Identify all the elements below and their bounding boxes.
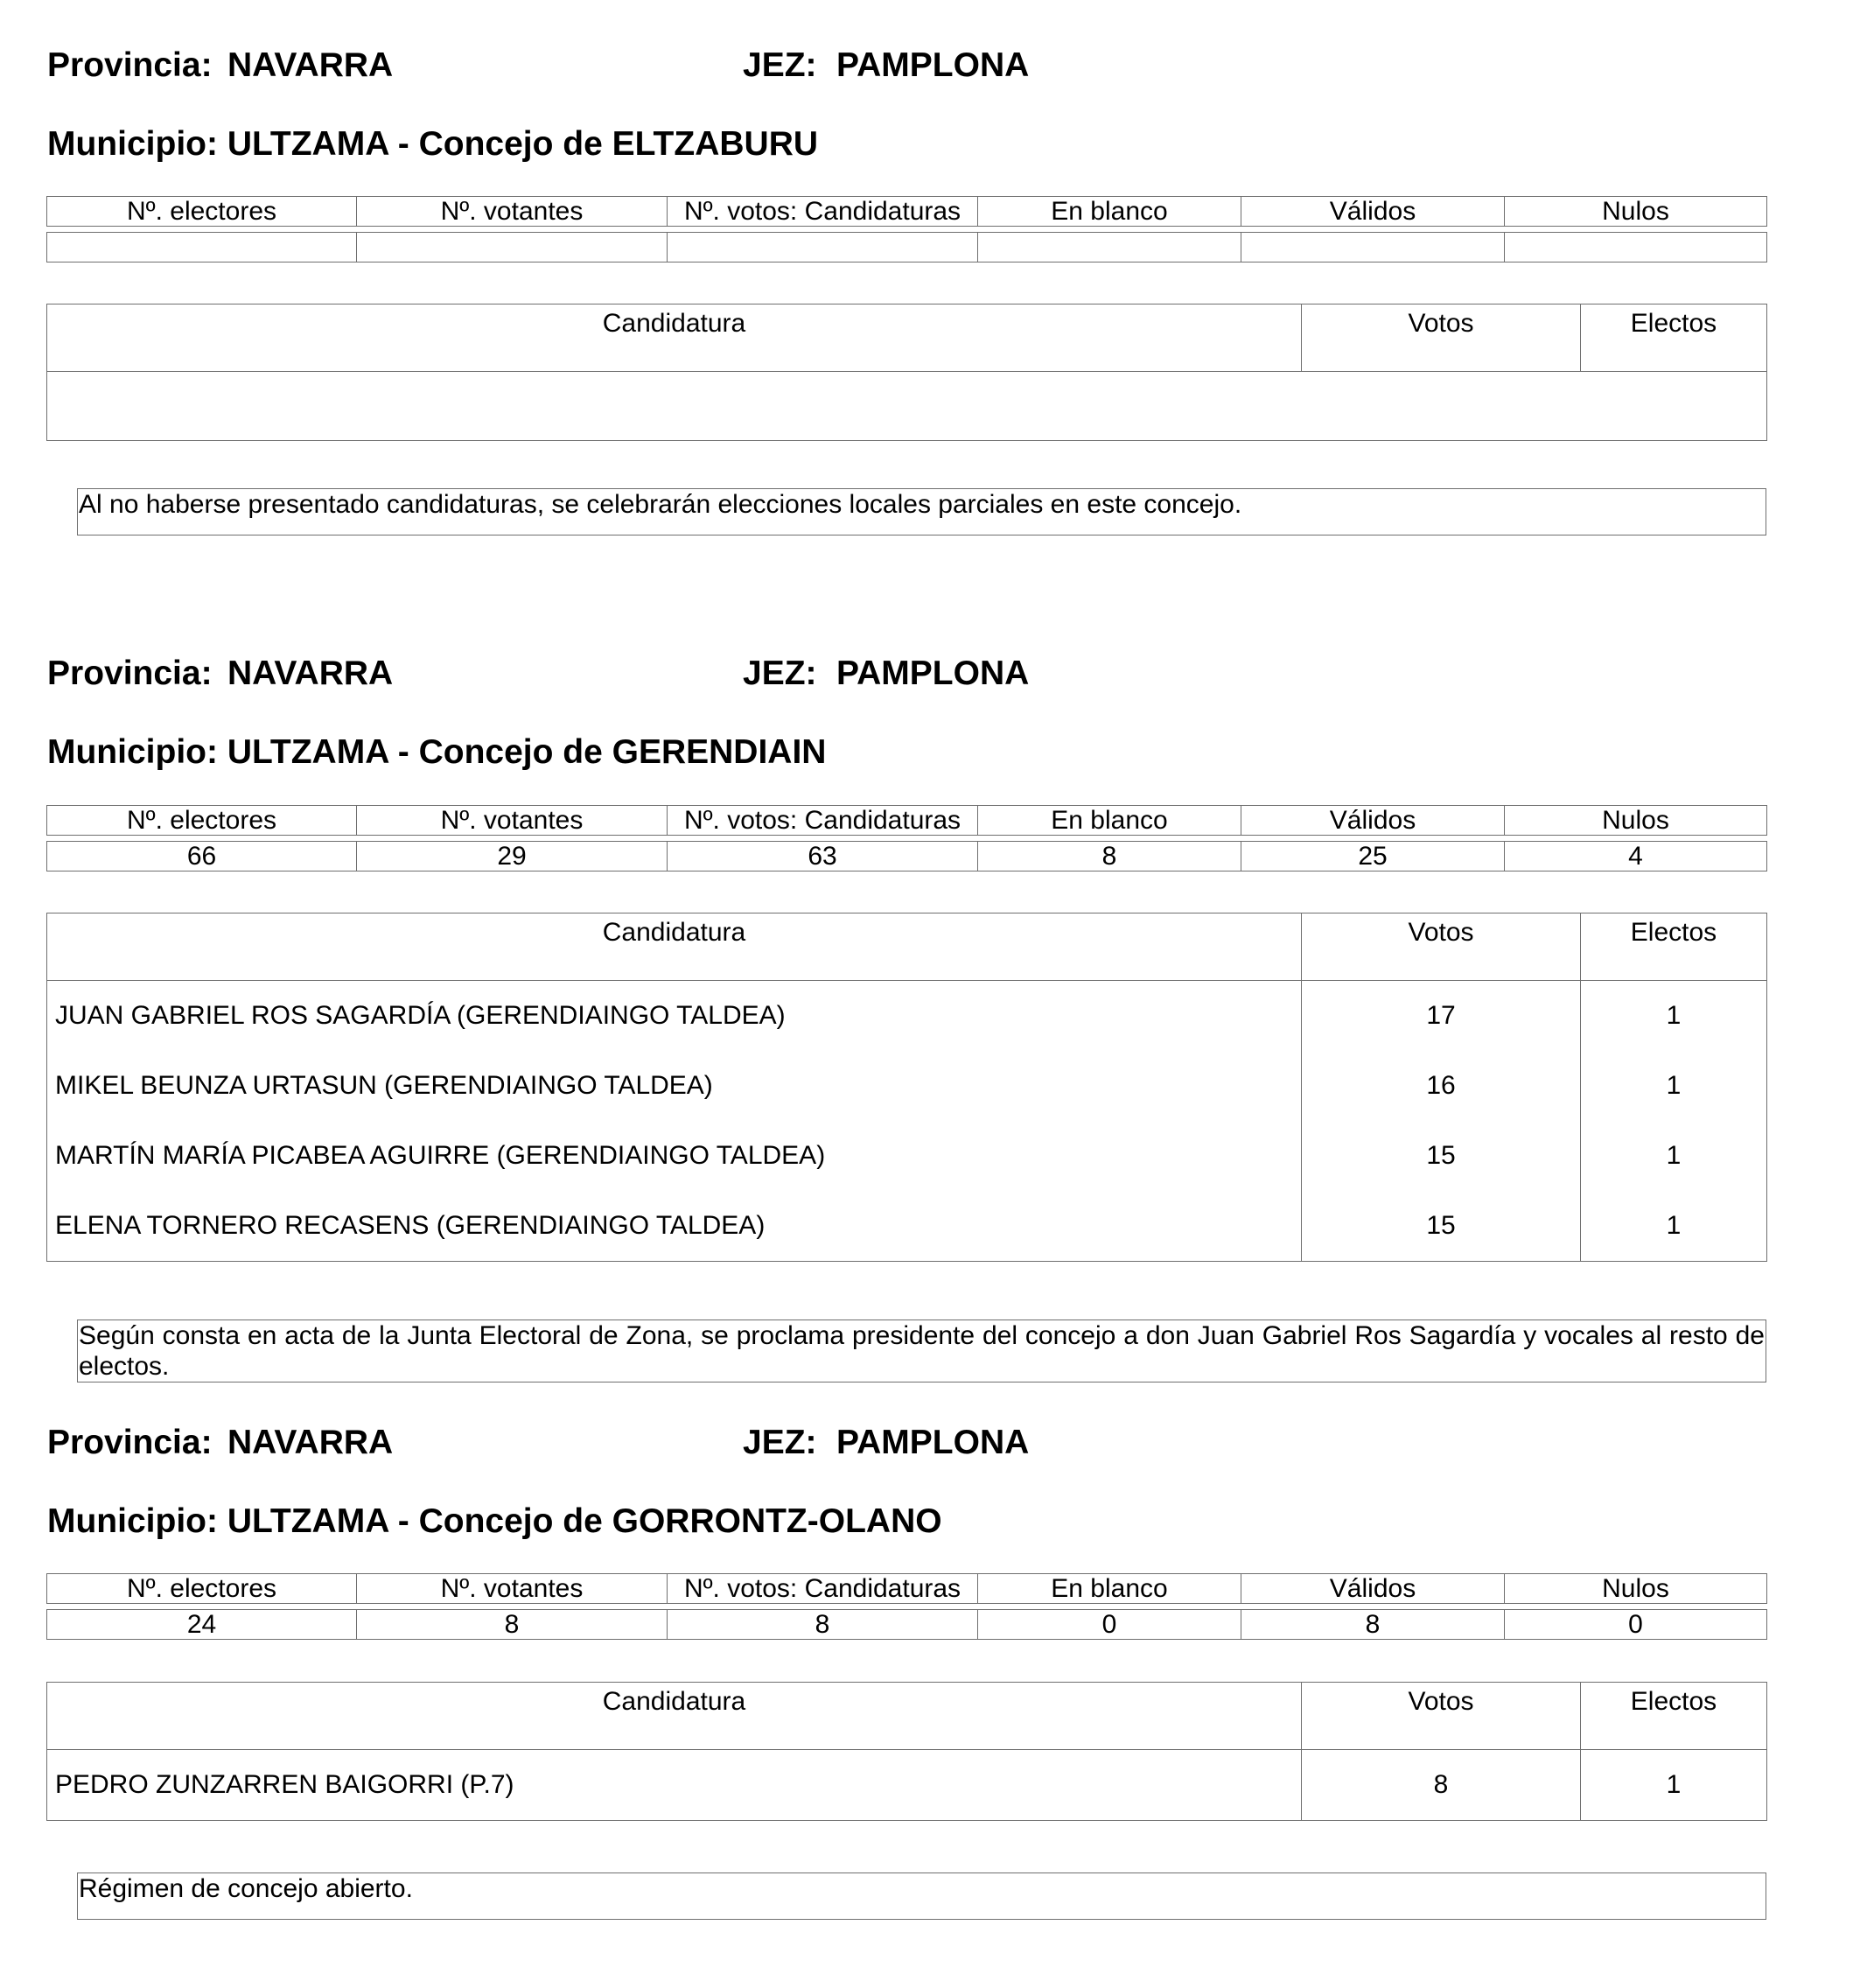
header-en-blanco: En blanco [978,1574,1241,1604]
candidate-name: JUAN GABRIEL ROS SAGARDÍA (GERENDIAINGO TALDEA) [47,981,1302,1052]
header-electores: Nº. electores [47,806,357,836]
header-votos: Votos [1302,1683,1581,1750]
value-en-blanco [978,233,1241,262]
candidate-votos: 17 [1302,981,1581,1052]
municipio-label: Municipio: [47,733,218,771]
header-nulos: Nulos [1505,806,1767,836]
stats-header-row [47,197,1767,227]
header-en-blanco: En blanco [978,806,1241,836]
header-electos: Electos [1581,914,1767,981]
jez-value: PAMPLONA [836,46,1030,84]
header-validos: Válidos [1241,806,1505,836]
table-row [47,1051,1767,1121]
municipio-label: Municipio: [47,125,218,163]
jez-value: PAMPLONA [836,654,1030,692]
provincia-label: Provincia: [47,46,213,84]
value-votantes: 8 [357,1610,668,1640]
jez-label: JEZ: [743,46,817,84]
value-en-blanco: 0 [978,1610,1241,1640]
candidates-table [46,1682,1767,1821]
municipio-value: ULTZAMA - Concejo de GERENDIAIN [227,733,827,771]
jez-label: JEZ: [743,654,817,692]
value-validos: 8 [1241,1610,1505,1640]
value-en-blanco: 8 [978,842,1241,872]
table-row [47,981,1767,1052]
header-nulos: Nulos [1505,1574,1767,1604]
stats-table [46,1573,1767,1640]
candidates-table [46,304,1767,441]
candidates-table [46,913,1767,1262]
value-votos-candidaturas: 63 [668,842,978,872]
header-candidatura: Candidatura [47,1683,1302,1750]
note-box: Al no haberse presentado candidaturas, se celebrarán elecciones locales parciales en este concejo. [77,488,1766,536]
municipio-line [47,123,818,165]
value-nulos: 0 [1505,1610,1767,1640]
value-votantes [357,233,668,262]
candidates-header-row [47,304,1767,372]
stats-value-row [47,1610,1767,1640]
value-nulos [1505,233,1767,262]
value-validos [1241,233,1505,262]
table-row [47,1121,1767,1191]
municipio-line [47,732,826,774]
jez-value: PAMPLONA [836,1424,1030,1461]
candidate-name: MIKEL BEUNZA URTASUN (GERENDIAINGO TALDEA) [47,1051,1302,1121]
candidate-name: ELENA TORNERO RECASENS (GERENDIAINGO TALDEA) [47,1191,1302,1262]
stats-table [46,805,1767,872]
header-nulos: Nulos [1505,197,1767,227]
header-electores: Nº. electores [47,1574,357,1604]
note-box: Régimen de concejo abierto. [77,1872,1766,1920]
value-electores: 66 [47,842,357,872]
candidate-name: MARTÍN MARÍA PICABEA AGUIRRE (GERENDIAINGO TALDEA) [47,1121,1302,1191]
header-votos: Votos [1302,914,1581,981]
table-row-empty [47,372,1767,441]
provincia-value: NAVARRA [227,1424,394,1461]
header-votantes: Nº. votantes [357,806,668,836]
candidates-header-row [47,1683,1767,1750]
municipio-value: ULTZAMA - Concejo de ELTZABURU [227,125,819,163]
header-en-blanco: En blanco [978,197,1241,227]
candidate-votos: 15 [1302,1121,1581,1191]
header-votos: Votos [1302,304,1581,372]
provincia-label: Provincia: [47,1424,213,1461]
value-votantes: 29 [357,842,668,872]
header-electos: Electos [1581,304,1767,372]
header-electos: Electos [1581,1683,1767,1750]
header-validos: Válidos [1241,1574,1505,1604]
stats-header-row [47,806,1767,836]
header-candidatura: Candidatura [47,304,1302,372]
header-votos-candidaturas: Nº. votos: Candidaturas [668,806,978,836]
candidate-votos: 15 [1302,1191,1581,1262]
candidate-electos: 1 [1581,1191,1767,1262]
candidate-electos: 1 [1581,1750,1767,1821]
candidates-header-row [47,914,1767,981]
value-nulos: 4 [1505,842,1767,872]
header-votos-candidaturas: Nº. votos: Candidaturas [668,1574,978,1604]
stats-value-row [47,842,1767,872]
provincia-value: NAVARRA [227,654,394,692]
value-electores: 24 [47,1610,357,1640]
provincia-value: NAVARRA [227,46,394,84]
stats-value-row [47,233,1767,262]
candidate-votos: 16 [1302,1051,1581,1121]
value-votos-candidaturas: 8 [668,1610,978,1640]
table-row [47,1750,1767,1821]
candidate-name: PEDRO ZUNZARREN BAIGORRI (P.7) [47,1750,1302,1821]
jez-label: JEZ: [743,1424,817,1461]
municipio-line [47,1501,942,1543]
value-validos: 25 [1241,842,1505,872]
candidate-electos: 1 [1581,981,1767,1052]
stats-header-row [47,1574,1767,1604]
header-votantes: Nº. votantes [357,197,668,227]
header-candidatura: Candidatura [47,914,1302,981]
candidate-electos: 1 [1581,1121,1767,1191]
candidate-electos: 1 [1581,1051,1767,1121]
value-electores [47,233,357,262]
header-electores: Nº. electores [47,197,357,227]
value-votos-candidaturas [668,233,978,262]
municipio-label: Municipio: [47,1502,218,1540]
municipio-value: ULTZAMA - Concejo de GORRONTZ-OLANO [227,1502,942,1540]
header-votos-candidaturas: Nº. votos: Candidaturas [668,197,978,227]
header-validos: Válidos [1241,197,1505,227]
note-box: Según consta en acta de la Junta Electoral de Zona, se proclama presidente del concejo a don Juan Gabriel Ros Sagardía y vocales al resto de electos. [79,1321,1765,1381]
provincia-label: Provincia: [47,654,213,692]
header-votantes: Nº. votantes [357,1574,668,1604]
table-row [47,1191,1767,1262]
candidate-votos: 8 [1302,1750,1581,1821]
stats-table [46,196,1767,262]
